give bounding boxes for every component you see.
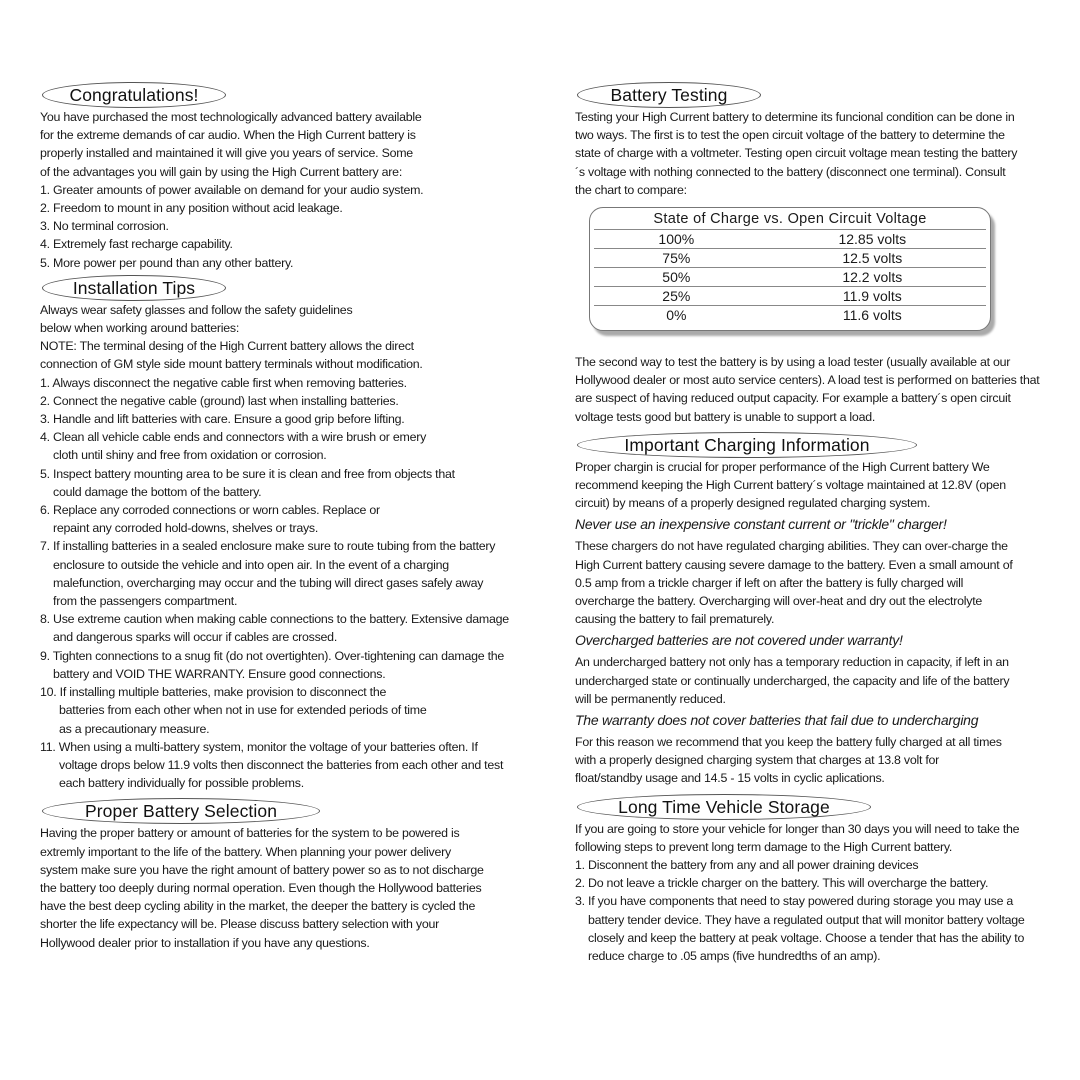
list-item: 4. Extremely fast recharge capability. [40,237,233,252]
soc-cell: 75% [594,249,759,268]
list-item: 2. Freedom to mount in any position without acid leakage. [40,201,343,216]
table-row [594,306,986,325]
soc-cell: 50% [594,268,759,287]
heading-text: Battery Testing [610,85,728,105]
list-item: 2. Connect the negative cable (ground) last when installing batteries. [40,393,399,408]
section-heading [42,275,226,301]
advantages-list [40,181,510,272]
soc-cell: 100% [594,230,759,249]
section-installation-tips [40,275,510,792]
paragraph-line: You have purchased the most technologically advanced battery available [40,110,422,124]
section-heading [577,432,917,458]
heading-text: Long Time Vehicle Storage [618,796,830,817]
heading-text: Proper Battery Selection [84,801,278,822]
paragraph: If you are going to store your vehicle for longer than 30 days you will need to take the following steps to prevent long term damage to the High Current battery. [575,821,1020,854]
section-vehicle-storage [575,794,1045,966]
paragraph: The second way to test the battery is by using a load tester (usually available at our Hollywood dealer or most auto service centers). A load test is performed on batteries that are suspect of having reduced output capacity. For example a battery´s open circuit voltage tests good but battery is unable to support a load. [575,355,1040,424]
section-heading [577,82,761,108]
section-heading [42,798,320,824]
paragraph-line: properly installed and maintained it will give you years of service. Some [40,146,413,161]
paragraph-line: of the advantages you will gain by using the High Current battery are: [40,164,403,179]
table-title: State of Charge vs. Open Circuit Voltage [594,210,986,230]
paragraph-line: for the extreme demands of car audio. When the High Current battery is [40,128,416,143]
list-item: 3. Handle and lift batteries with care. Ensure a good grip before lifting. [40,412,405,427]
list-item: 5. More power per pound than any other battery. [40,255,294,270]
list-item: 10. If installing multiple batteries, make provision to disconnect the batteries from each other when not in use for extended periods of time as a precautionary measure. [40,685,427,736]
paragraph: Proper chargin is crucial for proper performance of the High Current battery We recommend keeping the High Current battery´s voltage maintained at 12.8V (open circuit) by means of a properly designed regulated charging system. [575,459,1006,511]
storage-steps-list [575,856,1045,965]
table-row [594,268,986,287]
paragraph-line: Always wear safety glasses and follow the safety guidelines [40,302,353,317]
voltage-table-frame [589,207,991,331]
left-column [40,82,510,955]
paragraph-line: NOTE: The terminal desing of the High Current battery allows the direct [40,339,414,354]
table-row [594,287,986,306]
section-battery-selection [40,798,510,951]
section-charging-info [575,432,1045,788]
table-row [594,249,986,268]
warning-text: The warranty does not cover batteries that fail due to undercharging [575,712,979,729]
right-column [575,82,1045,968]
volts-cell: 12.85 volts [759,230,986,249]
volts-cell: 12.5 volts [759,249,986,268]
paragraph: An undercharged battery not only has a temporary reduction in capacity, if left in an undercharged state or continually undercharged, the capacity and life of the battery will be permanently reduced. [575,655,1010,706]
heading-text: Important Charging Information [624,434,870,455]
list-item: 4. Clean all vehicle cable ends and connectors with a wire brush or emery cloth until shiny and free from oxidation or corrosion. [40,430,427,463]
table-row [594,230,986,249]
paragraph-line: connection of GM style side mount battery terminals without modification. [40,357,423,372]
voltage-table [594,210,986,324]
volts-cell: 11.9 volts [759,287,986,306]
soc-cell: 0% [666,307,687,324]
section-heading [42,82,226,108]
list-item: 2. Do not leave a trickle charger on the battery. This will overcharge the battery. [575,876,989,891]
paragraph: Having the proper battery or amount of batteries for the system to be powered is extremly important to the life of the battery. When planning your power delivery system make sure you have the right amount of battery power so as to not discharge the battery too deeply during normal operation. Even though the Hollywood batteries have the best deep cycling ability in the market, the deeper the battery is cycled the shorter the life expectancy will be. Please discuss battery selection with your Hollywood dealer prior to installation if you have any questions. [40,826,484,950]
section-battery-testing [575,82,1045,426]
list-item: 1. Greater amounts of power available on demand for your audio system. [40,182,424,197]
warning-text: Overcharged batteries are not covered under warranty! [575,632,903,649]
paragraph: For this reason we recommend that you keep the battery fully charged at all times with a properly designed charging system that charges at 13.8 volt for float/standby usage and 14.5 - 15 volts in cyclic aplications. [575,735,1002,786]
paragraph: These chargers do not have regulated charging abilities. They can over-charge the High Current battery causing severe damage to the battery. Even a small amount of 0.5 amp from a trickle charger if left on after the battery is fully charged will overcharge the battery. Overcharging will over-heat and dry out the electrolyte causing the battery to fail prematurely. [575,539,1013,627]
soc-cell: 25% [594,287,759,306]
list-item: 7. If installing batteries in a sealed enclosure make sure to route tubing from the battery enclosure to outside the vehicle and into open air. In the event of a charging malefunction, overcharging may occur and the tubing will direct gases safely away from the passengers compartment. [40,539,496,609]
list-item: 1. Disconnent the battery from any and all power draining devices [575,858,919,873]
list-item: 8. Use extreme caution when making cable connections to the battery. Extensive damage and dangerous sparks will occur if cables are crossed. [40,612,509,645]
volts-cell: 11.6 volts [842,307,902,324]
list-item: 11. When using a multi-battery system, monitor the voltage of your batteries often. If voltage drops below 11.9 volts then disconnect the batteries from each other and test each battery individually for possible problems. [40,739,504,791]
section-heading [577,794,871,820]
section-congratulations [40,82,510,272]
list-item: 9. Tighten connections to a snug fit (do not overtighten). Over-tightening can damage the battery and VOID THE WARRANTY. Ensure good connections. [40,648,505,681]
list-item: 3. No terminal corrosion. [40,219,169,234]
list-item: 1. Always disconnect the negative cable first when removing batteries. [40,375,407,390]
heading-text: Installation Tips [72,277,196,298]
paragraph-line: below when working around batteries: [40,321,240,336]
volts-cell: 12.2 volts [759,268,986,287]
warning-text: Never use an inexpensive constant current or "trickle" charger! [575,516,947,533]
list-item: 6. Replace any corroded connections or worn cables. Replace or repaint any corroded hold-downs, shelves or trays. [40,503,380,536]
install-tips-list [40,374,510,793]
list-item: 5. Inspect battery mounting area to be sure it is clean and free from objects that could damage the bottom of the battery. [40,466,455,499]
list-item: 3. If you have components that need to stay powered during storage you may use a battery tender device. They have a regulated output that will monitor battery voltage closely and keep the battery at peak voltage. Choose a tender that has the ability to reduce charge to .05 amps (five hundredths of an amp). [575,894,1025,964]
paragraph: Testing your High Current battery to determine its funcional condition can be done in two ways. The first is to test the open circuit voltage of the battery to determine the state of charge with a voltmeter. Testing open circuit voltage mean testing the battery´s voltage with nothing connected to the battery (disconnect one terminal). Consult the chart to compare: [575,110,1018,197]
heading-text: Congratulations! [69,85,199,105]
